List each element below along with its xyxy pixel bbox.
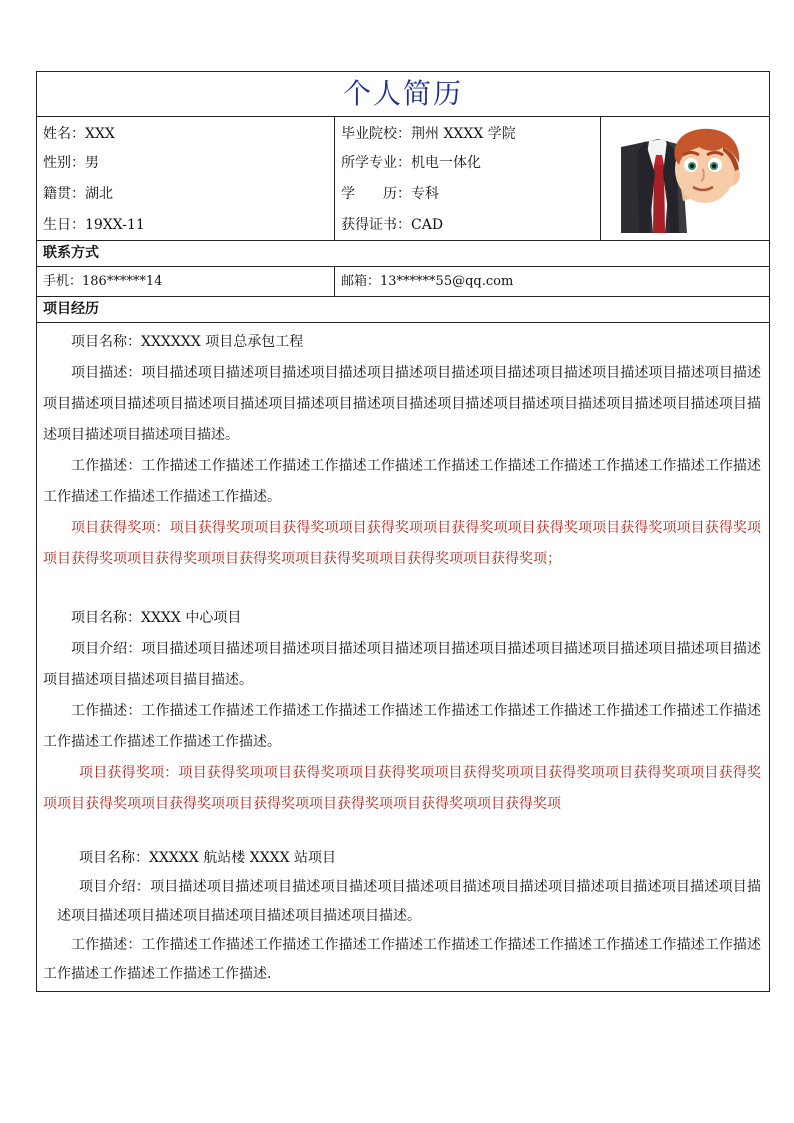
birthday-field: 生日：19XX-11 [43,217,145,233]
school-field: 毕业院校：荆州 XXXX 学院 [341,126,516,142]
avatar-illustration [619,125,751,233]
project-3-description: 项目介绍：项目描述项目描述项目描述项目描述项目描述项目描述项目描述项目描述项目描述项目描述项目描述项目描述项目描述项目描述项目描述项目描述项目描述。 [57,879,761,924]
major-field: 所学专业：机电一体化 [341,155,481,171]
project-1-award: 项目获得奖项：项目获得奖项项目获得奖项项目获得奖项项目获得奖项项目获得奖项项目获得奖项项目获得奖项项目获得奖项项目获得奖项项目获得奖项项目获得奖项项目获得奖项项目获得奖项； [43,520,761,567]
projects-body [37,323,769,991]
basic-info-row [37,117,769,241]
name-field: 姓名：XXX [43,126,115,142]
hometown-field: 籍贯：湖北 [43,186,113,202]
project-2-name: 项目名称：XXXX 中心项目 [71,610,242,626]
spacer [43,820,761,844]
project-2-description: 项目介绍：项目描述项目描述项目描述项目描述项目描述项目描述项目描述项目描述项目描述项目描述项目描述项目描述项目描述项目描目描述。 [43,641,761,688]
page-title: 个人简历 [342,77,463,110]
photo-cell [601,117,769,240]
contact-row [37,267,769,297]
basic-info-left [37,117,335,240]
project-1-work: 工作描述：工作描述工作描述工作描述工作描述工作描述工作描述工作描述工作描述工作描述工作描述工作描述工作描述工作描述工作描述工作描述。 [43,458,761,505]
project-3-work: 工作描述：工作描述工作描述工作描述工作描述工作描述工作描述工作描述工作描述工作描述工作描述工作描述工作描述工作描述工作描述工作描述. [43,937,761,982]
project-2-work: 工作描述：工作描述工作描述工作描述工作描述工作描述工作描述工作描述工作描述工作描述工作描述工作描述工作描述工作描述工作描述工作描述。 [43,703,761,750]
phone-field: 手机：186******14 [37,267,335,296]
project-1-description: 项目描述：项目描述项目描述项目描述项目描述项目描述项目描述项目描述项目描述项目描述项目描述项目描述项目描述项目描述项目描述项目描述项目描述项目描述项目描述项目描述项目描述项目描述项目描述项目描述项目描述项目描述项目描述项目描述。 [43,365,761,443]
project-3-name: 项目名称：XXXXX 航站楼 XXXX 站项目 [79,850,337,866]
basic-info-middle [335,117,601,240]
email-field: 邮箱：13******55@qq.com [341,274,514,289]
spacer [43,575,761,603]
project-2-award: 项目获得奖项：项目获得奖项项目获得奖项项目获得奖项项目获得奖项项目获得奖项项目获得奖项项目获得奖项项目获得奖项项目获得奖项项目获得奖项项目获得奖项项目获得奖项项目获得奖项 [43,765,761,812]
certificate-field: 获得证书：CAD [341,217,444,233]
resume-table [36,71,770,992]
contact-heading: 联系方式 [37,241,769,267]
degree-field: 学 历：专科 [341,186,439,202]
title-row [37,72,769,117]
gender-field: 性别：男 [43,155,99,171]
project-1-name: 项目名称：XXXXXX 项目总承包工程 [71,334,304,350]
projects-heading: 项目经历 [37,297,769,323]
